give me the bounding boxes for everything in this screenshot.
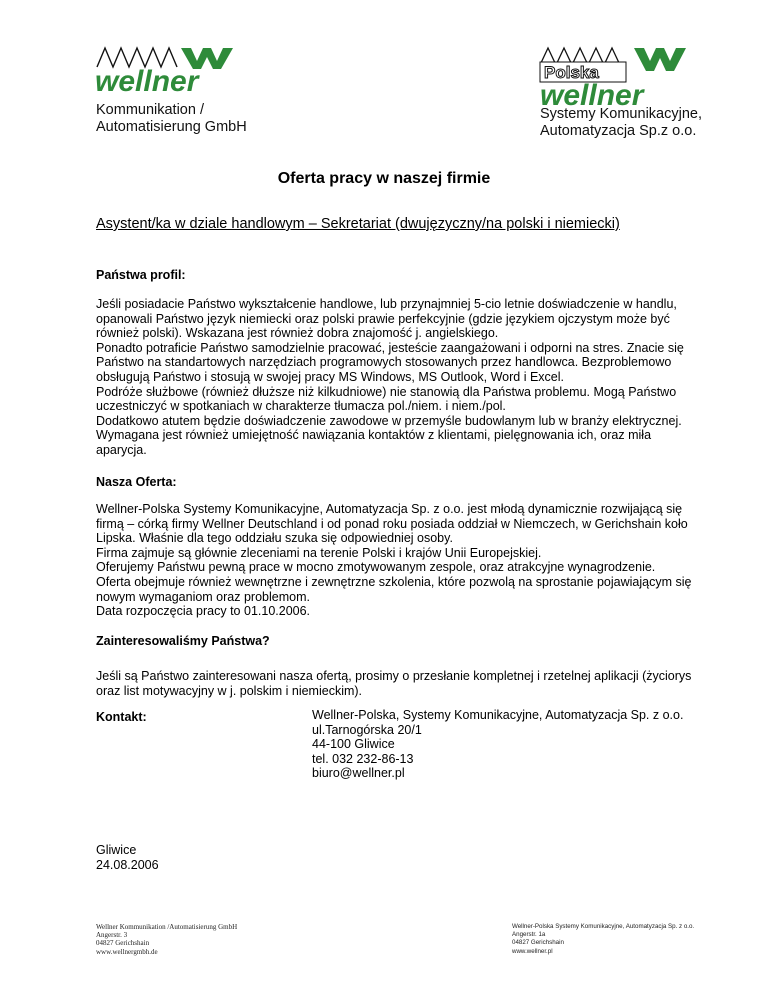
wellner-polska-logo-graphic bbox=[538, 45, 704, 107]
wellner-polska-subtitle: Systemy Komunikacyjne, Automatyzacja Sp.z o.o. bbox=[540, 106, 702, 139]
svg-text:wellner: wellner bbox=[540, 79, 644, 107]
contact-details bbox=[312, 708, 683, 781]
interest-line: Jeśli są Państwo zainteresowani nasza ofertą, prosimy o przesłanie kompletnej i rzetelnej aplikacji (życiorys bbox=[96, 669, 692, 683]
wellner-gmbh-logo bbox=[95, 45, 255, 93]
footer-right-address: Wellner-Polska Systemy Komunikacyjne, Automatyzacja Sp. z o.o. Angerstr. 1a 04827 Gerichshain www.wellner.pl bbox=[512, 923, 695, 955]
page-title: Oferta pracy w naszej firmie bbox=[277, 170, 491, 187]
offer-line: Oferta obejmuje również wewnętrzne i zewnętrzne szkolenia, które pozwolą na sprostanie pojawiającym się bbox=[96, 574, 692, 589]
contact-label: Kontakt: bbox=[96, 710, 147, 724]
wellner-logo-graphic bbox=[95, 45, 255, 93]
svg-text:wellner: wellner bbox=[95, 65, 199, 93]
profile-line: Państwo na standartowych narzędziach programowych stosowanych przez handlowca. Bezproblemowo bbox=[96, 355, 672, 370]
footer-left-address: Wellner Kommunikation /Automatisierung GmbH Angerstr. 3 04827 Gerichshain www.wellnergmbh.de bbox=[96, 923, 238, 956]
interest-line: oraz list motywacyjny w j. polskim i niemieckim). bbox=[96, 683, 363, 698]
job-position-title: Asystent/ka w dziale handlowym – Sekretariat (dwujęzyczny/na polski i niemiecki) bbox=[96, 216, 620, 232]
profile-line: opanowali Państwo język niemiecki oraz polski prawie perfekcyjnie (gdzie językiem ojczystym może być bbox=[96, 311, 670, 326]
interest-body bbox=[96, 669, 696, 698]
wellner-gmbh-subtitle: Kommunikation / Automatisierung GmbH bbox=[96, 102, 247, 135]
profile-line: Dodatkowo atutem będzie doświadczenie zawodowe w przemyśle budowlanym lub w branży elektrycznej. bbox=[96, 413, 682, 428]
offer-body bbox=[96, 502, 696, 619]
date: 24.08.2006 bbox=[96, 857, 159, 872]
place: Gliwice bbox=[96, 843, 137, 857]
offer-line: Firma zajmuje są głównie zleceniami na terenie Polski i krajów Unii Europejskiej. bbox=[96, 545, 542, 560]
offer-heading: Nasza Oferta: bbox=[96, 475, 177, 489]
offer-line: Data rozpoczęcia pracy to 01.10.2006. bbox=[96, 604, 311, 619]
profile-line: Podróże służbowe (również dłuższe niż kilkudniowe) nie stanowią dla Państwa problemu. Mogą Państwo bbox=[96, 384, 677, 399]
place-date bbox=[96, 843, 159, 872]
svg-text:Polska: Polska bbox=[544, 63, 599, 82]
offer-line: firmą – córką firmy Wellner Deutschland i od ponad roku posiada oddział w Niemczech, w Gerichshain koło bbox=[96, 516, 688, 531]
contact-email[interactable]: biuro@wellner.pl bbox=[312, 766, 405, 781]
profile-line: również polski). Wskazana jest również dobra znajomość j. angielskiego. bbox=[96, 326, 499, 341]
profile-line: Jeśli posiadacie Państwo wykształcenie handlowe, lub przynajmniej 5-cio letnie doświadczenie w handlu, bbox=[96, 297, 677, 311]
interest-heading: Zainteresowaliśmy Państwa? bbox=[96, 634, 270, 648]
contact-company: Wellner-Polska, Systemy Komunikacyjne, Automatyzacja Sp. z o.o. bbox=[312, 708, 684, 722]
contact-street: ul.Tarnogórska 20/1 bbox=[312, 722, 422, 737]
profile-heading: Państwa profil: bbox=[96, 268, 186, 282]
offer-line: nowym wymaganiom oraz problemom. bbox=[96, 589, 310, 604]
footer-right-website[interactable]: www.wellner.pl bbox=[512, 947, 553, 955]
profile-body bbox=[96, 297, 696, 458]
contact-city: 44-100 Gliwice bbox=[312, 737, 395, 752]
offer-line: Oferujemy Państwu pewną prace w mocno zmotywowanym zespole, oraz atrakcyjne wynagrodzenie. bbox=[96, 560, 656, 575]
offer-line: Wellner-Polska Systemy Komunikacyjne, Automatyzacja Sp. z o.o. jest młodą dynamicznie rozwijającą się bbox=[96, 502, 683, 516]
wellner-polska-logo bbox=[538, 45, 704, 107]
profile-line: Wymagana jest również umiejętność nawiązania kontaktów z klientami, pielęgnowania ich, oraz miła bbox=[96, 428, 652, 443]
footer-left-website[interactable]: www.wellnergmbh.de bbox=[96, 947, 158, 956]
profile-line: obsługują Państwo i stosują w swojej pracy MS Windows, MS Outlook, Word i Excel. bbox=[96, 369, 565, 384]
profile-line: uczestniczyć w spotkaniach w charakterze tłumacza pol./niem. i niem./pol. bbox=[96, 399, 506, 414]
profile-line: aparycja. bbox=[96, 442, 147, 457]
profile-line: Ponadto potraficie Państwo samodzielnie pracować, jesteście zaangażowani i odporni na stres. Znacie się bbox=[96, 340, 684, 355]
contact-phone: tel. 032 232-86-13 bbox=[312, 751, 414, 766]
offer-line: Lipska. Właśnie dla tego oddziału szuka się odpowiedniej osoby. bbox=[96, 531, 453, 546]
